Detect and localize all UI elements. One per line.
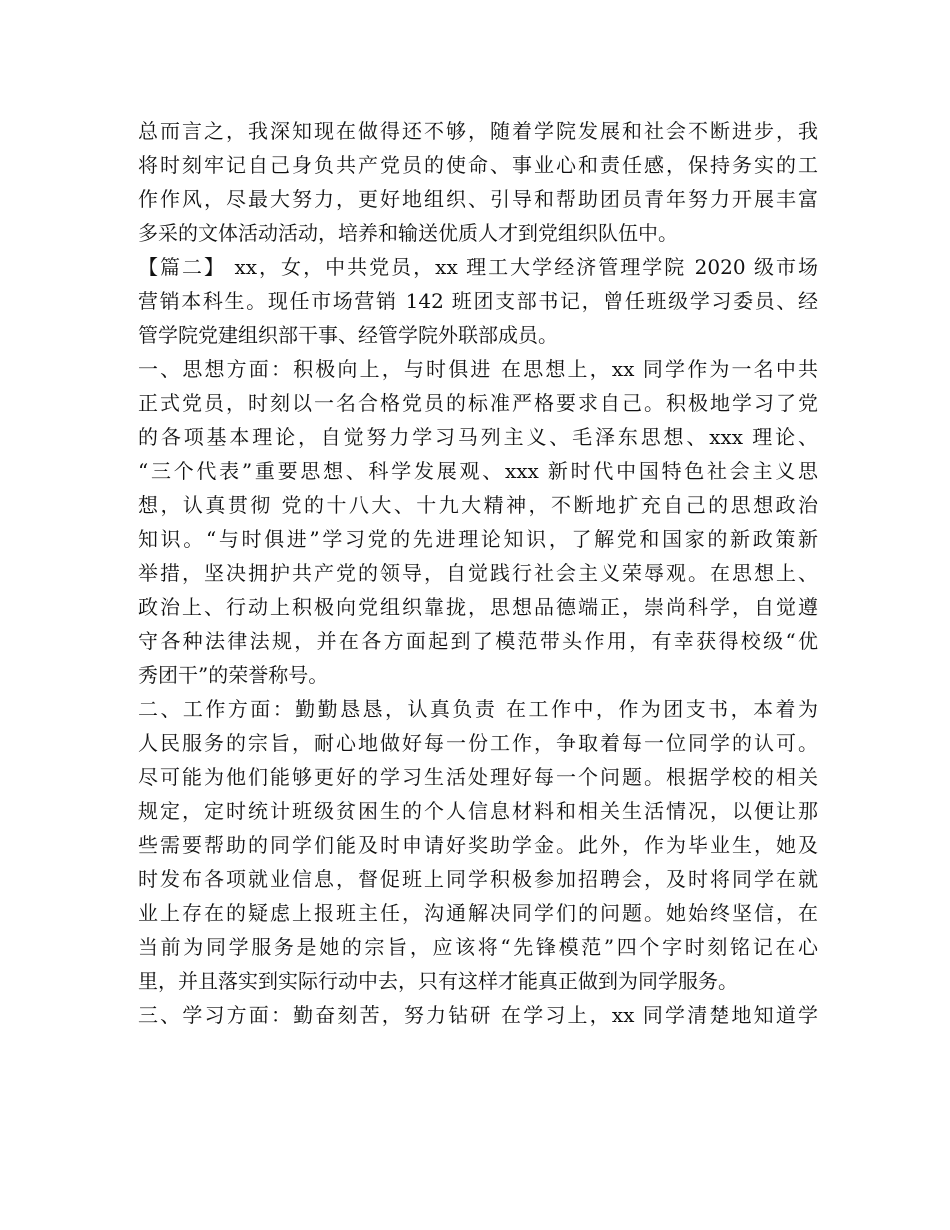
text-line: 多采的文体活动活动，培养和输送优质人才到党组织队伍中。: [138, 221, 678, 245]
text-line: 守各种法律法规，并在各方面起到了模范带头作用，有幸获得校级“优: [138, 629, 818, 653]
text-line: 将时刻牢记自己身负共产党员的使命、事业心和责任感，保持务实的工: [138, 153, 818, 177]
text-line: 业上存在的疑虑上报班主任，沟通解决同学们的问题。她始终坚信，在: [138, 901, 818, 925]
text-line: 的各项基本理论，自觉努力学习马列主义、毛泽东思想、xxx 理论、: [138, 425, 818, 449]
text-line: 规定，定时统计班级贫困生的个人信息材料和相关生活情况，以便让那: [138, 799, 818, 823]
text-line: 秀团干”的荣誉称号。: [138, 663, 329, 687]
text-line: 管学院党建组织部干事、经管学院外联部成员。: [138, 323, 558, 347]
text-line: 一、思想方面：积极向上，与时俱进 在思想上，xx 同学作为一名中共: [138, 357, 818, 381]
text-line: 尽可能为他们能够更好的学习生活处理好每一个问题。根据学校的相关: [138, 765, 818, 789]
text-line: 举措，坚决拥护共产党的领导，自觉践行社会主义荣辱观。在思想上、: [138, 561, 818, 585]
text-line: 二、工作方面：勤勤恳恳，认真负责 在工作中，作为团支书，本着为: [138, 697, 818, 721]
text-line: 三、学习方面：勤奋刻苦，努力钻研 在学习上，xx 同学清楚地知道学: [138, 1003, 818, 1027]
text-line: 【篇二】 xx，女，中共党员，xx 理工大学经济管理学院 2020 级市场: [138, 255, 818, 279]
text-line: 作作风，尽最大努力，更好地组织、引导和帮助团员青年努力开展丰富: [138, 187, 818, 211]
text-line: 时发布各项就业信息，督促班上同学积极参加招聘会，及时将同学在就: [138, 867, 818, 891]
text-line: 知识。“与时俱进”学习党的先进理论知识，了解党和国家的新政策新: [138, 527, 818, 551]
text-line: 人民服务的宗旨，耐心地做好每一份工作，争取着每一位同学的认可。: [138, 731, 818, 755]
text-line: 政治上、行动上积极向党组织靠拢，思想品德端正，崇尚科学，自觉遵: [138, 595, 818, 619]
text-line: 营销本科生。现任市场营销 142 班团支部书记，曾任班级学习委员、经: [138, 289, 818, 313]
text-line: “三个代表”重要思想、科学发展观、xxx 新时代中国特色社会主义思: [138, 459, 818, 483]
text-line: 正式党员，时刻以一名合格党员的标准严格要求自己。积极地学习了党: [138, 391, 818, 415]
text-line: 里，并且落实到实际行动中去，只有这样才能真正做到为同学服务。: [138, 969, 738, 993]
text-line: 些需要帮助的同学们能及时申请好奖助学金。此外，作为毕业生，她及: [138, 833, 818, 857]
document-body: [138, 114, 818, 1032]
text-line: 想，认真贯彻 党的十八大、十九大精神，不断地扩充自己的思想政治: [138, 493, 818, 517]
text-line: 总而言之，我深知现在做得还不够，随着学院发展和社会不断进步，我: [138, 119, 818, 143]
text-line: 当前为同学服务是她的宗旨，应该将“先锋模范”四个字时刻铭记在心: [138, 935, 818, 959]
